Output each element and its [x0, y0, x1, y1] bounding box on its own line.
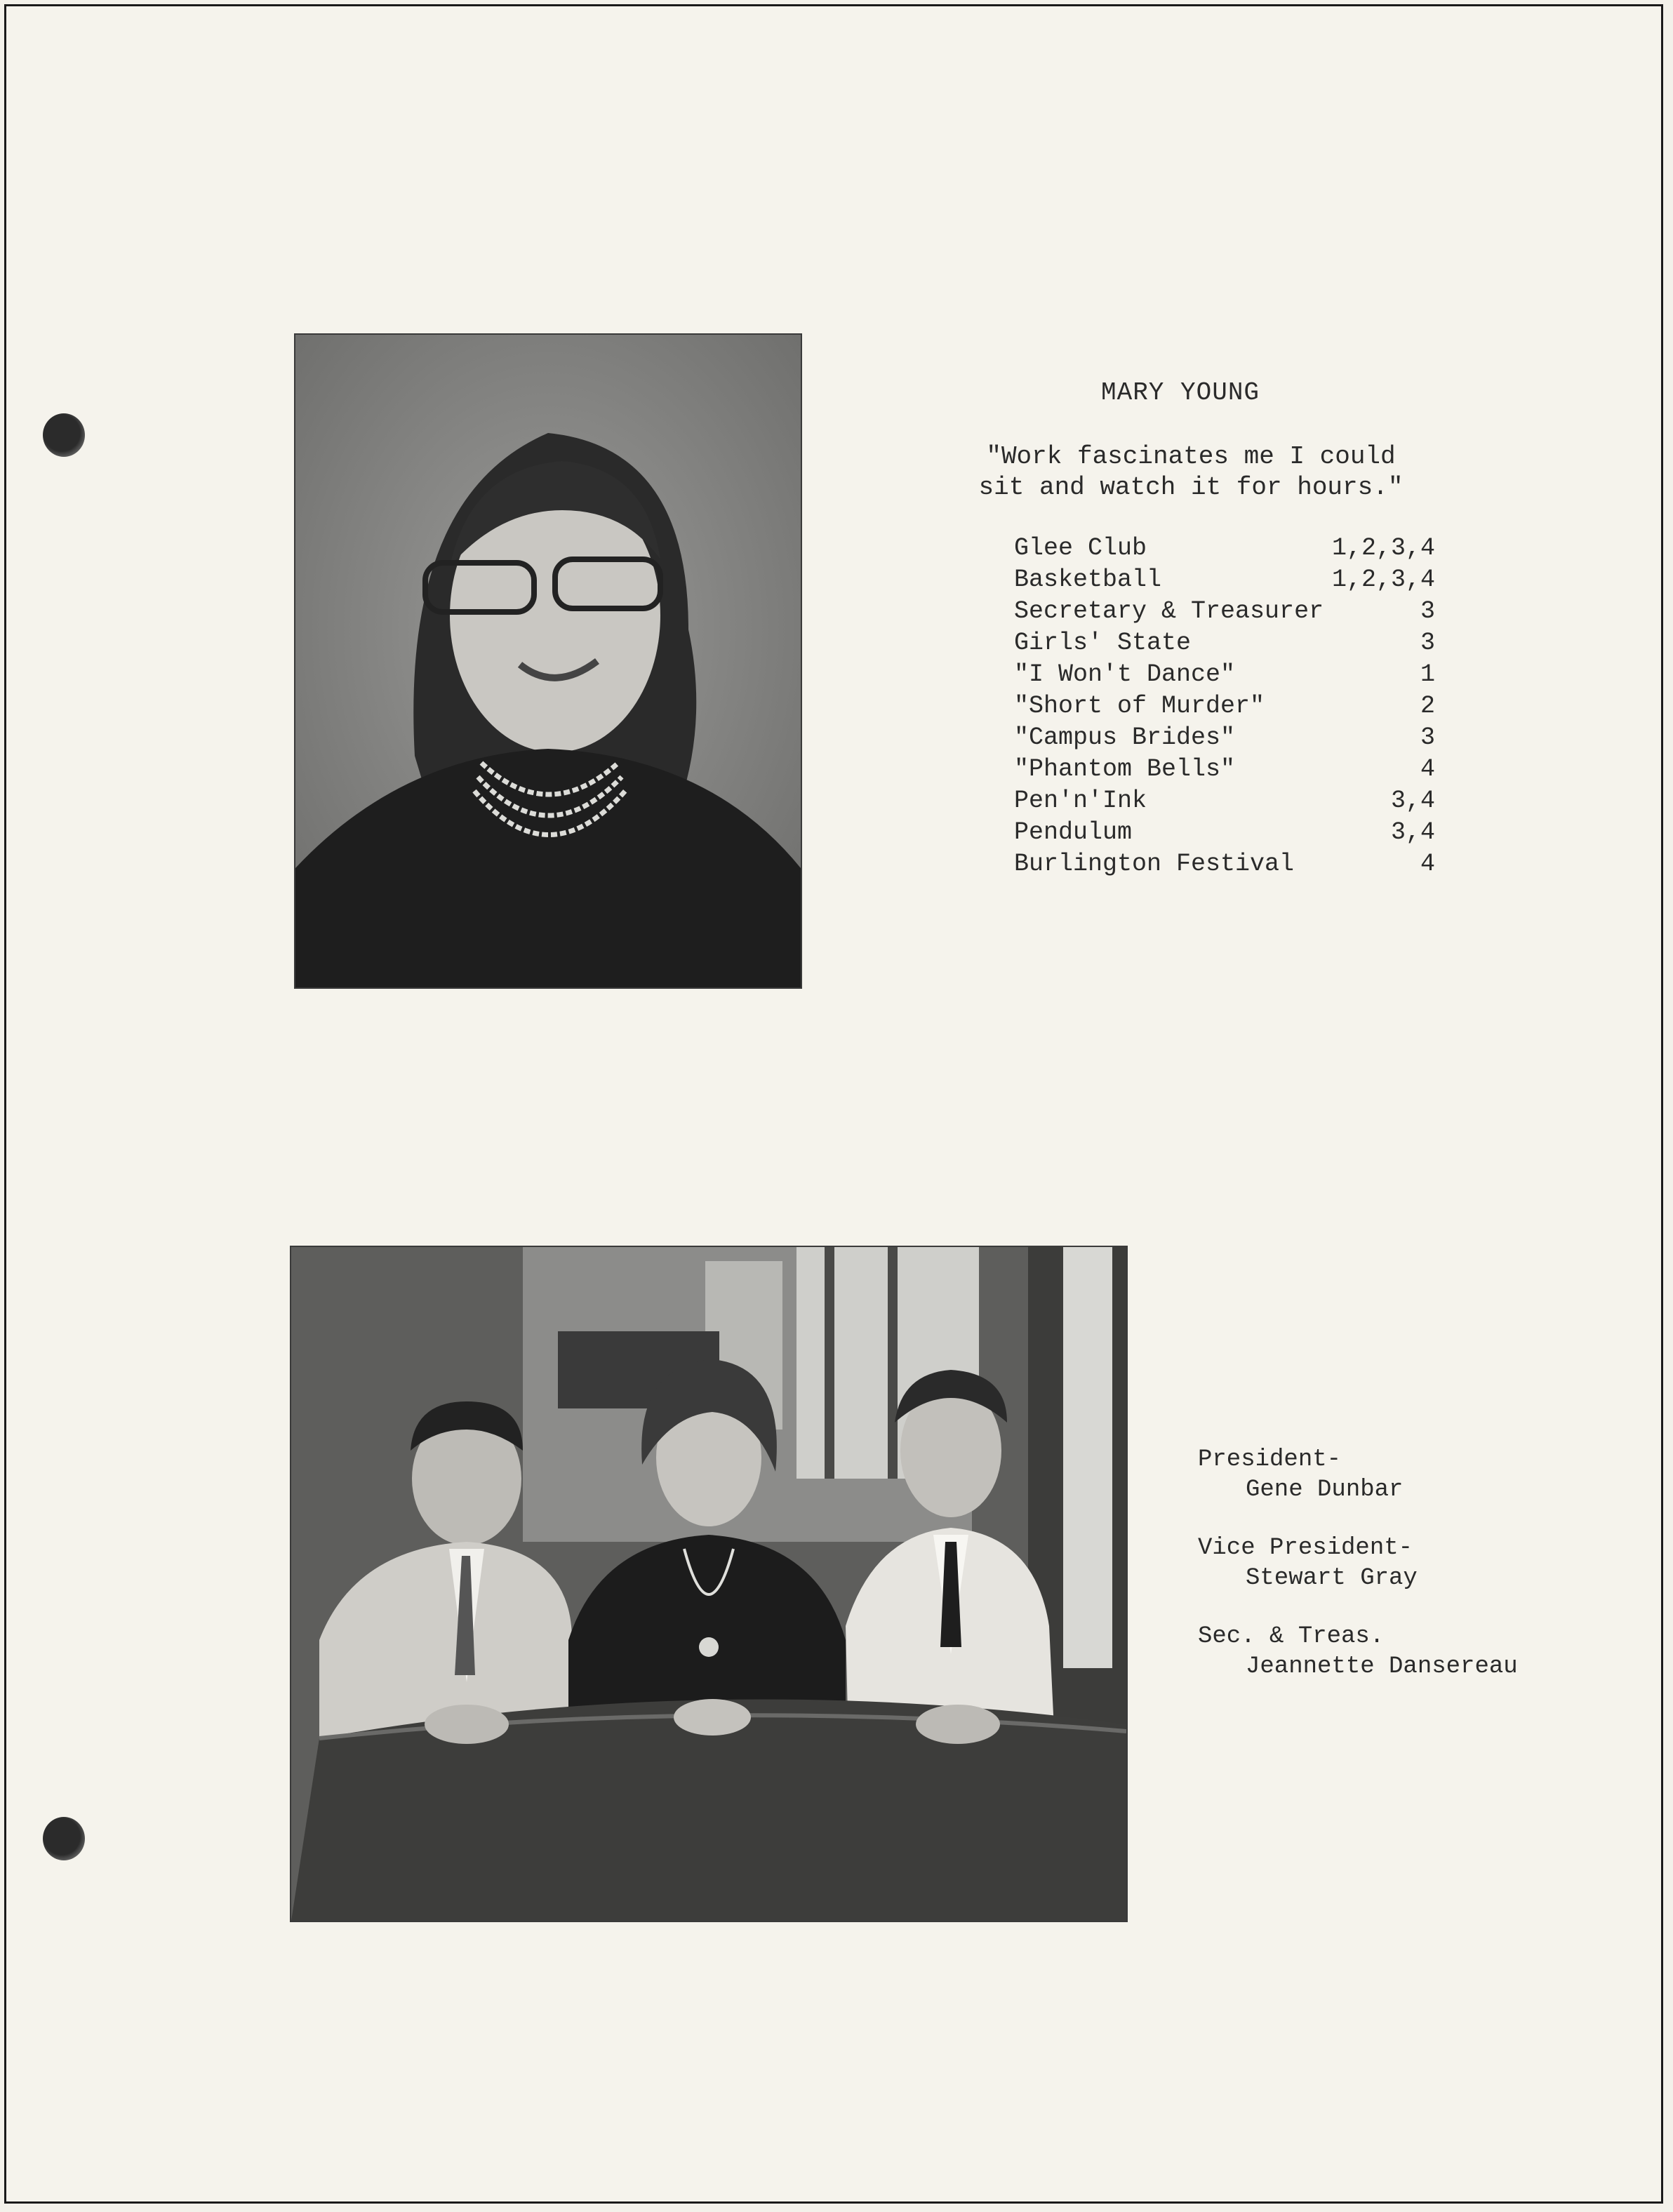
activity-row	[1014, 848, 1435, 880]
activity-row	[1014, 754, 1435, 785]
officer-name: Jeannette Dansereau	[1246, 1653, 1518, 1680]
activities-list	[1014, 533, 1435, 880]
activity-name: Burlington Festival	[1014, 850, 1295, 878]
student-quote: "Work fascinates me I could sit and watch it for hours."	[978, 442, 1404, 502]
activity-name: Pendulum	[1014, 818, 1133, 846]
binder-hole-top	[43, 413, 85, 457]
officer-entry	[1198, 1445, 1591, 1505]
activity-name: Secretary & Treasurer	[1014, 597, 1324, 625]
activity-row	[1014, 817, 1435, 848]
officers-group-photo	[291, 1247, 1126, 1921]
activity-years: 3	[1420, 597, 1435, 625]
activity-name: Glee Club	[1014, 534, 1147, 562]
activity-years: 1	[1420, 660, 1435, 688]
activity-name: "Short of Murder"	[1014, 692, 1265, 720]
binder-hole-bottom	[43, 1817, 85, 1860]
activity-row	[1014, 627, 1435, 659]
activity-row	[1014, 564, 1435, 596]
officer-entry	[1198, 1622, 1591, 1682]
activity-name: "Campus Brides"	[1014, 724, 1236, 752]
activity-name: Basketball	[1014, 566, 1162, 594]
activity-row	[1014, 785, 1435, 817]
activity-row	[1014, 659, 1435, 691]
activity-name: "Phantom Bells"	[1014, 755, 1236, 783]
activity-years: 2	[1420, 692, 1435, 720]
activity-row	[1014, 596, 1435, 627]
activity-years: 3,4	[1390, 818, 1435, 846]
activity-name: Girls' State	[1014, 629, 1192, 657]
activity-years: 4	[1420, 755, 1435, 783]
officer-entry	[1198, 1533, 1591, 1594]
activity-years: 3,4	[1390, 787, 1435, 815]
officer-title: Sec. & Treas.	[1198, 1623, 1385, 1650]
activity-years: 1,2,3,4	[1331, 566, 1435, 594]
officer-title: President-	[1198, 1446, 1342, 1473]
officers-list	[1198, 1445, 1591, 1710]
officer-name: Gene Dunbar	[1246, 1477, 1404, 1503]
activity-years: 4	[1420, 850, 1435, 878]
activity-years: 3	[1420, 629, 1435, 657]
yearbook-page	[4, 4, 1663, 2204]
student-name: MARY YOUNG	[1101, 378, 1260, 407]
activity-years: 1,2,3,4	[1331, 534, 1435, 562]
activity-name: Pen'n'Ink	[1014, 787, 1147, 815]
activity-years: 3	[1420, 724, 1435, 752]
activity-row	[1014, 533, 1435, 564]
portrait-photo	[295, 335, 801, 987]
activity-name: "I Won't Dance"	[1014, 660, 1236, 688]
activity-row	[1014, 691, 1435, 722]
officer-name: Stewart Gray	[1246, 1565, 1418, 1592]
officer-title: Vice President-	[1198, 1535, 1413, 1561]
activity-row	[1014, 722, 1435, 754]
